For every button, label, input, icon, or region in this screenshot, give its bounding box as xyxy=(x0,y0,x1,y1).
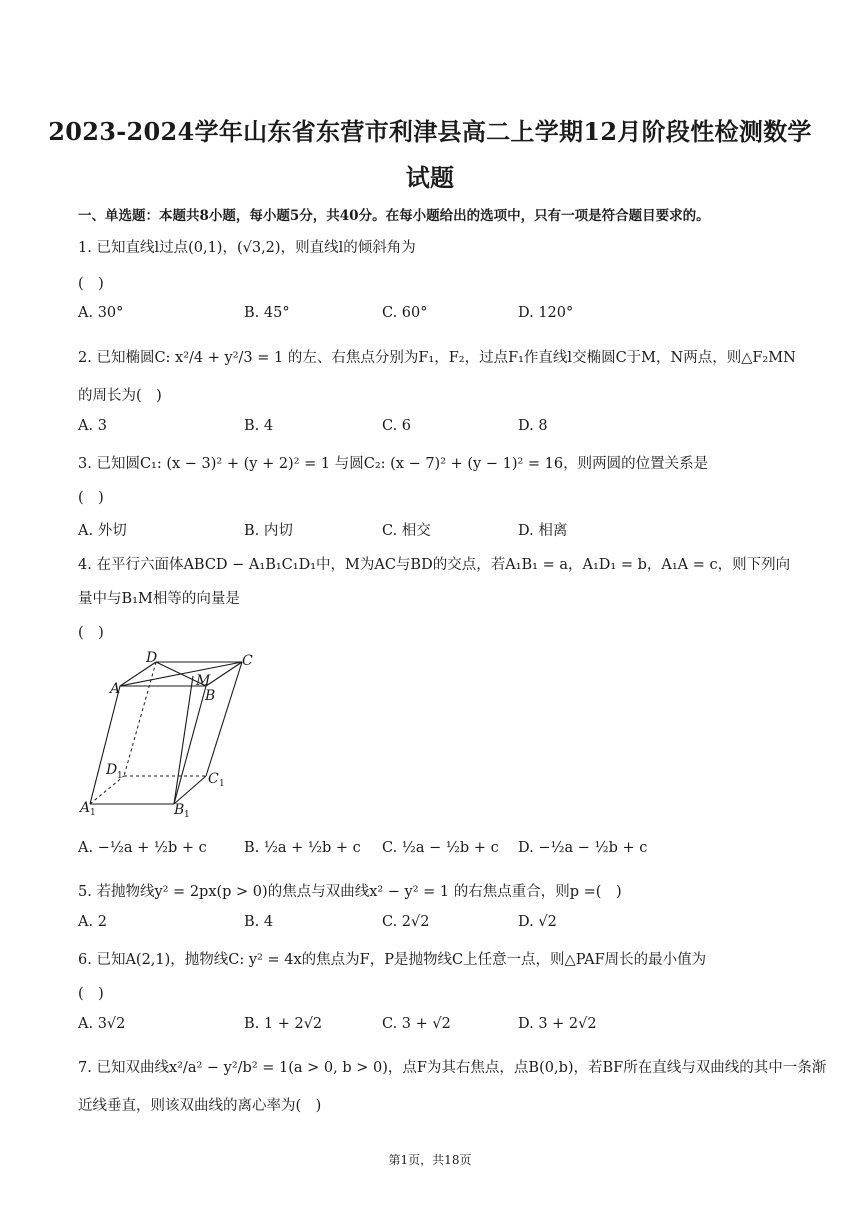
question-4-stem-continued: 量中与B₁M相等的向量是 xyxy=(78,591,240,607)
vertex-label-c1: C xyxy=(208,771,219,787)
vertex-label-m: M xyxy=(196,673,211,689)
question-4-option-a: A. −½a + ½b + c xyxy=(78,840,207,856)
vertex-label-d: D xyxy=(146,650,158,666)
question-5-option-d: D. √2 xyxy=(518,914,557,930)
subscript-c1: 1 xyxy=(219,779,225,789)
subscript-a1: 1 xyxy=(90,808,96,818)
vertex-label-a: A xyxy=(110,681,121,697)
document-title: 2023-2024学年山东省东营市利津县高二上学期12月阶段性检测数学 xyxy=(48,117,812,146)
question-4-option-b: B. ½a + ½b + c xyxy=(244,840,361,856)
question-1-option-a: A. 30° xyxy=(78,305,124,321)
question-6-blank: ( ) xyxy=(78,986,104,1002)
question-3-option-d: D. 相离 xyxy=(518,523,568,539)
question-2-stem: 2. 已知椭圆C: x²/4 + y²/3 = 1 的左、右焦点分别为F₁，F₂，过点F₁作直线l交椭圆C于M，N两点，则△F₂MN xyxy=(78,350,796,366)
question-6-stem: 6. 已知A(2,1)，抛物线C: y² = 4x的焦点为F，P是抛物线C上任意一点，则△PAF周长的最小值为 xyxy=(78,952,707,968)
question-3-option-c: C. 相交 xyxy=(382,523,431,539)
question-1-option-c: C. 60° xyxy=(382,305,428,321)
subscript-b1: 1 xyxy=(184,810,190,820)
parallelepiped-figure xyxy=(76,648,253,820)
vertex-label-b: B xyxy=(205,688,216,704)
question-2-option-c: C. 6 xyxy=(382,418,412,434)
question-5-option-a: A. 2 xyxy=(78,914,107,930)
question-6-option-c: C. 3 + √2 xyxy=(382,1016,451,1032)
question-4-option-c: C. ½a − ½b + c xyxy=(382,840,499,856)
question-1-stem: 1. 已知直线l过点(0,1)，(√3,2)，则直线l的倾斜角为 xyxy=(78,240,416,256)
question-2-option-b: B. 4 xyxy=(244,418,274,434)
vertex-label-b1: B xyxy=(174,802,185,818)
question-2-option-a: A. 3 xyxy=(78,418,107,434)
question-6-option-b: B. 1 + 2√2 xyxy=(244,1016,323,1032)
question-4-option-d: D. −½a − ½b + c xyxy=(518,840,648,856)
question-5-stem: 5. 若抛物线y² = 2px(p > 0)的焦点与双曲线x² − y² = 1 的右焦点重合，则p =( ) xyxy=(78,884,622,900)
page-footer: 第1页，共18页 xyxy=(388,1153,472,1167)
question-3-blank: ( ) xyxy=(78,490,104,506)
question-2-stem-continued: 的周长为( ) xyxy=(78,388,162,404)
vertex-label-a1: A xyxy=(80,800,91,816)
section-heading: 一、单选题：本题共8小题，每小题5分，共40分。在每小题给出的选项中，只有一项是符合题目要求的。 xyxy=(78,208,710,224)
question-3-stem: 3. 已知圆C₁: (x − 3)² + (y + 2)² = 1 与圆C₂: (x − 7)² + (y − 1)² = 16，则两圆的位置关系是 xyxy=(78,456,709,472)
question-4-blank: ( ) xyxy=(78,625,104,641)
question-5-option-c: C. 2√2 xyxy=(382,914,430,930)
vertex-label-c: C xyxy=(242,653,253,669)
question-6-option-a: A. 3√2 xyxy=(78,1016,126,1032)
document-title-continued: 试题 xyxy=(405,163,455,192)
question-3-option-b: B. 内切 xyxy=(244,523,293,539)
question-3-option-a: A. 外切 xyxy=(78,523,127,539)
question-2-option-d: D. 8 xyxy=(518,418,548,434)
question-1-option-d: D. 120° xyxy=(518,305,574,321)
question-5-option-b: B. 4 xyxy=(244,914,274,930)
subscript-d1: 1 xyxy=(117,771,123,781)
question-7-stem: 7. 已知双曲线x²/a² − y²/b² = 1(a > 0, b > 0)，点F为其右焦点，点B(0,b)，若BF所在直线与双曲线的其中一条渐 xyxy=(78,1060,827,1076)
question-7-stem-continued: 近线垂直，则该双曲线的离心率为( ) xyxy=(78,1098,322,1114)
question-4-stem: 4. 在平行六面体ABCD − A₁B₁C₁D₁中，M为AC与BD的交点，若A₁B₁ = a，A₁D₁ = b，A₁A = c，则下列向 xyxy=(78,557,791,573)
question-1-blank: ( ) xyxy=(78,276,104,292)
question-1-option-b: B. 45° xyxy=(244,305,290,321)
question-6-option-d: D. 3 + 2√2 xyxy=(518,1016,597,1032)
vertex-label-d1: D xyxy=(106,762,118,778)
